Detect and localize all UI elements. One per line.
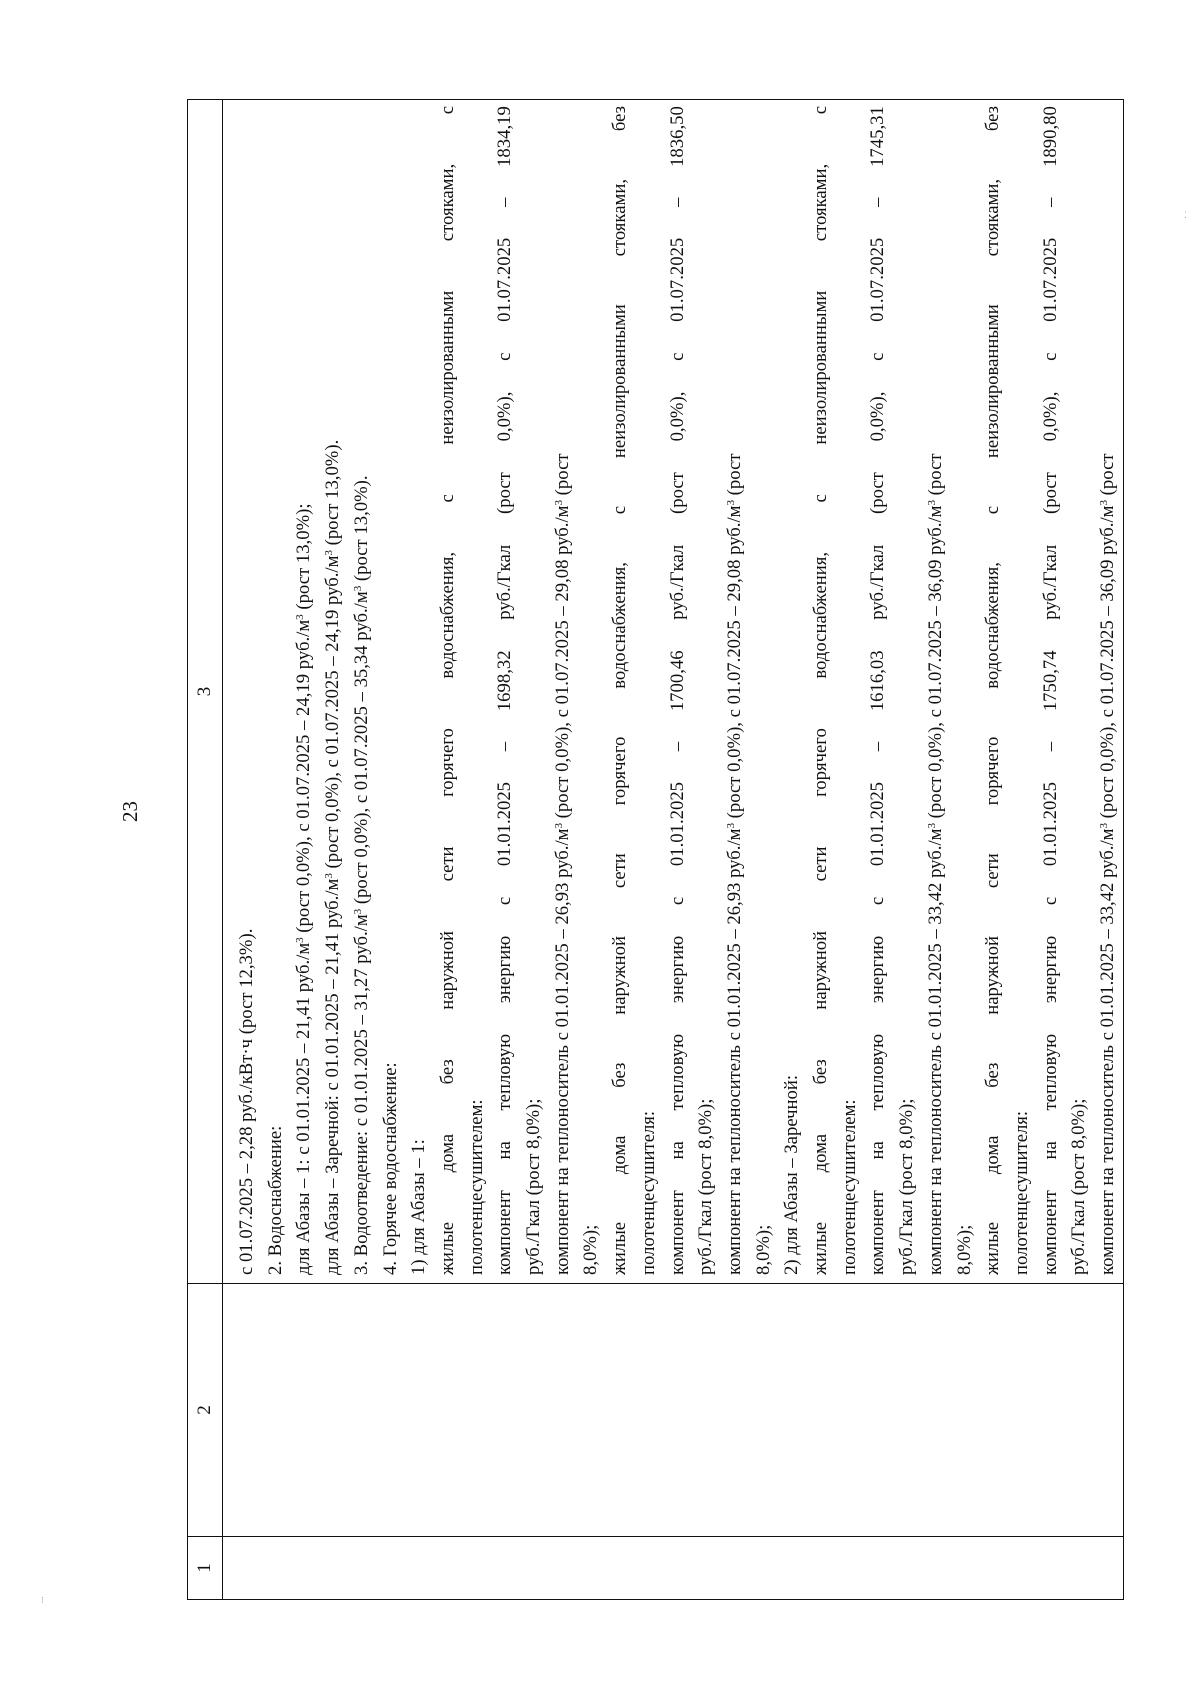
text-line <box>262 106 291 1275</box>
text-word: без <box>982 106 1004 132</box>
text-word: 01.07.2025 <box>494 237 516 322</box>
text-run: (рост 0,0%), с 01.07.2025 – 35,34 руб./м <box>350 591 372 909</box>
text-run: 8,0%); <box>752 1224 774 1275</box>
text-line <box>664 106 693 1275</box>
text-run: 3. Водоотведение: с 01.01.2025 – 31,27 руб./м <box>350 914 372 1275</box>
text-line <box>520 106 549 1275</box>
text-word: наружной <box>810 930 832 1010</box>
text-word: без <box>982 1062 1004 1088</box>
text-run: (рост 0,0%), с 01.07.2025 – 36,09 руб./м <box>924 505 946 824</box>
text-word: 0,0%), <box>494 391 516 442</box>
text-word: горячего <box>810 728 832 797</box>
text-word: дома <box>436 1133 458 1173</box>
text-word: горячего <box>609 736 631 806</box>
text-word: с <box>982 505 1004 515</box>
text-word: на <box>494 1141 516 1160</box>
superscript: 3 <box>925 499 938 506</box>
text-word: 1698,32 <box>494 650 516 712</box>
text-word: с <box>1039 352 1061 361</box>
text-word: компонент <box>1039 1190 1061 1275</box>
scan-speck: ⁝ <box>41 1595 44 1605</box>
text-line <box>434 106 463 1275</box>
superscript: 3 <box>925 823 938 829</box>
text-word: дома <box>982 1135 1004 1175</box>
text-word: тепловую <box>867 1033 889 1111</box>
text-word: 01.07.2025 <box>867 237 889 322</box>
text-word: с <box>1039 896 1061 906</box>
superscript: 3 <box>351 908 364 915</box>
text-word: (рост <box>494 472 516 514</box>
text-word: с <box>867 352 889 361</box>
text-line <box>549 106 578 1275</box>
text-word: наружной <box>609 936 631 1015</box>
text-word: 01.01.2025 <box>666 781 688 867</box>
text-word: с <box>810 494 832 503</box>
superscript: 3 <box>351 585 364 592</box>
text-run: руб./Гкал (рост 8,0%); <box>1068 1098 1090 1275</box>
superscript: 3 <box>724 499 737 506</box>
text-word: энергию <box>867 935 889 1004</box>
text-run: 2. Водоснабжение: <box>264 1125 286 1275</box>
text-run: полотенцесушителем: <box>465 1099 487 1275</box>
text-word: жилые <box>810 1221 832 1275</box>
text-run: (рост <box>924 453 946 500</box>
text-word: наружной <box>982 936 1004 1015</box>
text-word: 1750,74 <box>1039 650 1061 712</box>
superscript: 3 <box>1098 823 1111 829</box>
text-line <box>1037 106 1066 1275</box>
text-word: руб./Гкал <box>666 544 688 620</box>
superscript: 3 <box>724 823 737 829</box>
text-line <box>377 106 406 1275</box>
text-run: полотенцесушителем: <box>838 1099 860 1275</box>
text-word: водоснабжения, <box>436 551 458 679</box>
text-run: (рост 0,0%), с 01.07.2025 – 29,08 руб./м <box>723 505 745 824</box>
text-word: 01.01.2025 <box>494 781 516 867</box>
text-line <box>692 106 721 1275</box>
text-word: компонент <box>494 1190 516 1275</box>
text-word: тепловую <box>494 1033 516 1111</box>
superscript: 3 <box>294 937 307 943</box>
text-word: с <box>609 505 631 515</box>
text-word: 01.01.2025 <box>867 781 889 867</box>
text-word: 0,0%), <box>867 391 889 442</box>
text-line <box>721 106 750 1275</box>
superscript: 3 <box>552 823 565 829</box>
table-header-row <box>188 100 223 1600</box>
text-line <box>319 106 348 1275</box>
text-word: – <box>666 741 688 752</box>
superscript: 3 <box>294 614 307 620</box>
text-word: жилые <box>436 1221 458 1275</box>
text-word: без <box>609 106 631 132</box>
text-line <box>463 106 492 1275</box>
text-word: с <box>810 106 832 115</box>
text-word: стояками, <box>982 179 1004 257</box>
text-word: неизолированными <box>982 304 1004 459</box>
text-word: – <box>1039 741 1061 752</box>
text-word: 0,0%), <box>666 391 688 442</box>
text-word: на <box>1039 1141 1061 1160</box>
text-run: для Абазы – 1: с 01.01.2025 – 21,41 руб./м <box>293 942 315 1275</box>
text-run: для Абазы – Заречной: с 01.01.2025 – 21,41 руб./м <box>322 878 344 1275</box>
text-word: горячего <box>982 736 1004 806</box>
text-word: – <box>494 197 516 207</box>
text-word: энергию <box>1039 935 1061 1004</box>
text-run: компонент на теплоноситель с 01.01.2025 – 26,93 руб./м <box>723 828 745 1275</box>
text-word: энергию <box>494 935 516 1004</box>
superscript: 3 <box>1098 499 1111 506</box>
text-line <box>979 106 1008 1275</box>
text-line <box>1065 106 1094 1275</box>
text-word: с <box>666 896 688 906</box>
text-run: руб./Гкал (рост 8,0%); <box>523 1098 545 1275</box>
text-run: компонент на теплоноситель с 01.01.2025 – 26,93 руб./м <box>551 828 573 1275</box>
text-word: стояками, <box>436 163 458 242</box>
text-line <box>893 106 922 1275</box>
text-word: компонент <box>867 1190 889 1275</box>
text-word: неизолированными <box>436 290 458 445</box>
superscript: 3 <box>323 873 336 879</box>
text-run: (рост <box>1097 453 1119 500</box>
text-line <box>491 106 520 1275</box>
superscript: 3 <box>552 499 565 506</box>
text-run: (рост 13,0%). <box>350 475 372 586</box>
text-word: без <box>609 1062 631 1088</box>
table-body-row <box>223 100 1124 1600</box>
header-cell-1: 1 <box>188 1537 223 1600</box>
text-run: (рост 0,0%), с 01.07.2025 – 36,09 руб./м <box>1097 505 1119 824</box>
text-word: с <box>666 352 688 361</box>
tariff-table <box>187 99 1124 1600</box>
text-word: (рост <box>666 472 688 514</box>
text-word: на <box>867 1141 889 1160</box>
text-line <box>836 106 865 1275</box>
text-word: (рост <box>867 472 889 514</box>
text-word: тепловую <box>666 1033 688 1111</box>
text-word: водоснабжения, <box>609 562 631 689</box>
rotated-table-frame <box>187 100 1119 1600</box>
text-word: – <box>666 197 688 207</box>
header-cell-3: 3 <box>188 100 223 1284</box>
text-word: 1700,46 <box>666 650 688 712</box>
text-word: 1834,19 <box>494 106 516 167</box>
text-word: 1745,31 <box>867 106 889 167</box>
text-word: тепловую <box>1039 1033 1061 1111</box>
text-word: неизолированными <box>609 304 631 459</box>
text-run: 8,0%); <box>953 1224 975 1275</box>
text-word: с <box>494 352 516 361</box>
text-word: 01.07.2025 <box>1039 237 1061 322</box>
text-word: стояками, <box>609 179 631 257</box>
text-run: (рост 13,0%). <box>322 439 344 551</box>
text-word: водоснабжения, <box>982 562 1004 689</box>
text-run: полотенцесушителя: <box>1010 1110 1032 1275</box>
text-word: компонент <box>666 1190 688 1275</box>
text-run: компонент на теплоноситель с 01.01.2025 – 33,42 руб./м <box>1097 828 1119 1275</box>
text-line <box>348 106 377 1275</box>
text-word: энергию <box>666 935 688 1004</box>
text-line <box>233 106 262 1275</box>
text-word: без <box>436 1059 458 1085</box>
text-word: стояками, <box>810 163 832 242</box>
text-run: (рост <box>551 453 573 500</box>
text-word: сети <box>810 846 832 882</box>
text-run: 2) для Абазы – Заречной: <box>781 1074 803 1275</box>
page-number: 23 <box>118 801 142 822</box>
text-line <box>290 106 319 1275</box>
text-line <box>405 106 434 1275</box>
text-run: полотенцесушителя: <box>637 1110 659 1275</box>
text-word: – <box>1039 197 1061 207</box>
text-word: жилые <box>982 1221 1004 1275</box>
superscript: 3 <box>323 550 336 556</box>
text-word: с <box>494 896 516 906</box>
text-line <box>807 106 836 1275</box>
body-cell-3 <box>223 100 1124 1284</box>
text-run: руб./Гкал (рост 8,0%); <box>695 1098 717 1275</box>
text-word: неизолированными <box>810 290 832 445</box>
text-word: без <box>810 1059 832 1085</box>
text-line <box>635 106 664 1275</box>
text-word: наружной <box>436 930 458 1010</box>
text-word: – <box>867 741 889 752</box>
text-word: – <box>867 197 889 207</box>
text-run: 4. Горячее водоснабжение: <box>379 1062 401 1275</box>
text-run: 8,0%); <box>580 1224 602 1275</box>
body-cell-1 <box>223 1537 1124 1600</box>
text-run: 1) для Абазы – 1: <box>408 1139 430 1275</box>
text-run: (рост 13,0%); <box>293 503 315 615</box>
text-word: 1836,50 <box>666 106 688 167</box>
body-cell-2 <box>223 1284 1124 1537</box>
text-line <box>951 106 980 1275</box>
text-word: дома <box>609 1135 631 1175</box>
text-word: (рост <box>1039 472 1061 514</box>
text-word: водоснабжения, <box>810 551 832 679</box>
text-word: 01.01.2025 <box>1039 781 1061 867</box>
text-word: руб./Гкал <box>494 544 516 620</box>
text-line <box>1008 106 1037 1275</box>
text-word: сети <box>609 853 631 889</box>
text-word: 0,0%), <box>1039 391 1061 442</box>
header-cell-2: 2 <box>188 1284 223 1537</box>
text-run: (рост 0,0%), с 01.07.2025 – 29,08 руб./м <box>551 505 573 824</box>
text-run: компонент на теплоноситель с 01.01.2025 – 33,42 руб./м <box>924 828 946 1275</box>
text-word: руб./Гкал <box>1039 544 1061 620</box>
text-word: горячего <box>436 728 458 797</box>
text-run: (рост 0,0%), с 01.07.2025 – 24,19 руб./м <box>293 619 315 938</box>
text-run: (рост <box>723 453 745 500</box>
text-word: жилые <box>609 1221 631 1275</box>
text-line <box>750 106 779 1275</box>
text-line <box>606 106 635 1275</box>
text-word: с <box>436 494 458 503</box>
text-run: руб./Гкал (рост 8,0%); <box>896 1098 918 1275</box>
text-word: 1616,03 <box>867 650 889 712</box>
tariff-text <box>223 100 1123 1283</box>
text-run: с 01.07.2025 – 2,28 руб./кВт·ч (рост 12,3%). <box>236 928 257 1275</box>
text-word: дома <box>810 1133 832 1173</box>
text-line <box>577 106 606 1275</box>
text-word: – <box>494 741 516 752</box>
text-word: с <box>867 896 889 906</box>
text-word: руб./Гкал <box>867 544 889 620</box>
text-line <box>922 106 951 1275</box>
text-word: 1890,80 <box>1039 106 1061 167</box>
text-word: с <box>436 106 458 115</box>
text-line <box>864 106 893 1275</box>
text-word: сети <box>982 853 1004 889</box>
text-line <box>1094 106 1123 1275</box>
text-run: (рост 0,0%), с 01.07.2025 – 24,19 руб./м <box>322 555 344 874</box>
text-line <box>778 106 807 1275</box>
text-word: сети <box>436 846 458 882</box>
text-word: на <box>666 1141 688 1160</box>
scan-speck: ⁚ <box>1184 210 1187 220</box>
text-word: 01.07.2025 <box>666 237 688 322</box>
